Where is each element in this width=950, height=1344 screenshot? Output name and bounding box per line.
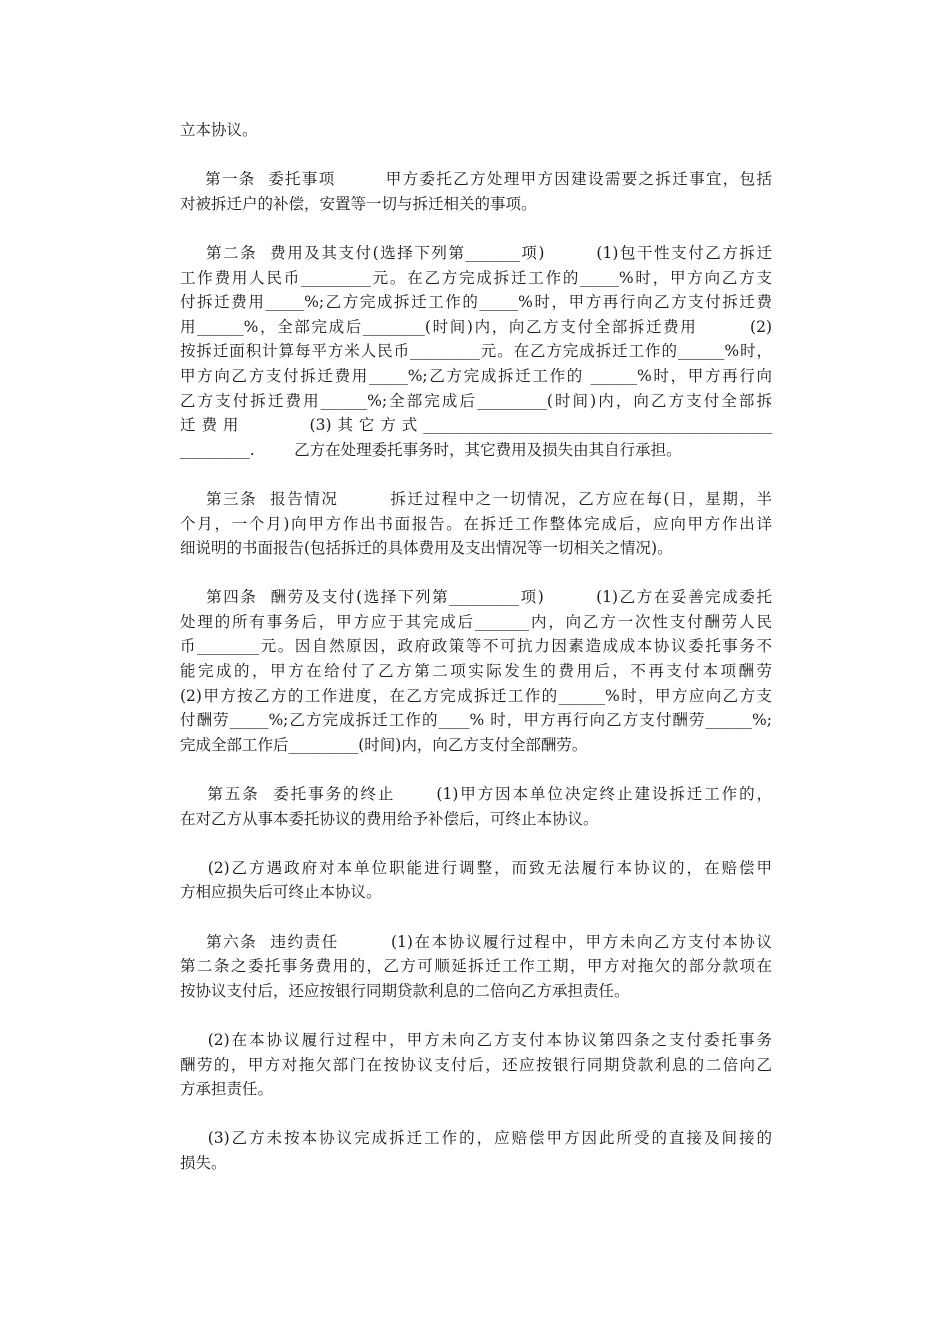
paragraph-spacer <box>180 905 772 930</box>
text-line: 按协议支付后，还应按银行同期贷款利息的二倍向乙方承担责任。 <box>180 981 630 1000</box>
text-line: 付拆迁费用_____%;乙方完成拆迁工作的_____%时，甲方再行向乙方支付拆迁费 <box>180 293 772 312</box>
text-line: (2)在本协议履行过程中，甲方未向乙方支付本协议第四条之支付委托事务 <box>180 1030 772 1049</box>
paragraph-spacer <box>180 462 772 487</box>
text-line: 按拆迁面积计算每平方米人民币_________元。在乙方完成拆迁工作的______%时， <box>180 342 772 361</box>
text-line: 细说明的书面报告(包括拆迁的具体费用及支出情况等一切相关之情况)。 <box>180 539 673 558</box>
text-line: 第二条之委托事务费用的，乙方可顺延拆迁工作工期，甲方对拖欠的部分款项在 <box>180 957 772 976</box>
text-line: 立本协议。 <box>180 121 258 139</box>
paragraph-spacer <box>180 831 772 856</box>
text-line: _________. 乙方在处理委托事务时，其它费用及损失由其自行承担。 <box>180 440 682 459</box>
paragraph-p-article-6-2 <box>180 1028 772 1102</box>
paragraph-p-article-6-3 <box>180 1126 772 1175</box>
paragraph-spacer <box>180 1003 772 1028</box>
text-line: (3)乙方未按本协议完成拆迁工作的，应赔偿甲方因此所受的直接及间接的 <box>180 1129 772 1148</box>
document-page <box>180 118 772 1176</box>
text-line: 第三条 报告情况 拆迁过程中之一切情况，乙方应在每(日，星期，半 <box>180 489 772 508</box>
paragraph-p-article-3 <box>180 487 772 561</box>
paragraph-spacer <box>180 143 772 168</box>
paragraph-p-article-5-2 <box>180 856 772 905</box>
paragraph-spacer <box>180 1102 772 1127</box>
text-line: 第六条 违约责任 (1)在本协议履行过程中，甲方未向乙方支付本协议 <box>180 932 772 951</box>
paragraph-spacer <box>180 757 772 782</box>
paragraph-p-article-2 <box>180 241 772 462</box>
text-line: 工作费用人民币_________元。在乙方完成拆迁工作的_____%时，甲方向乙方支 <box>180 268 772 287</box>
text-line: 用______%，全部完成后________(时间)内，向乙方支付全部拆迁费用 (2) <box>180 317 772 336</box>
text-line: 币________元。因自然原因，政府政策等不可抗力因素造成成本协议委托事务不 <box>180 637 772 656</box>
text-line: 乙方支付拆迁费用______%;全部完成后_________(时间)内，向乙方支付全部拆 <box>180 391 772 410</box>
text-line: 第四条 酬劳及支付(选择下列第_________项) (1)乙方在妥善完成委托 <box>180 588 772 607</box>
paragraph-p-article-1 <box>180 167 772 216</box>
text-line: 损失。 <box>180 1153 227 1172</box>
text-line: 第五条 委托事务的终止 (1)甲方因本单位决定终止建设拆迁工作的， <box>180 785 772 804</box>
text-line: 个月，一个月)向甲方作出书面报告。在拆迁工作整体完成后，应向甲方作出详 <box>180 514 772 533</box>
text-line: 甲方向乙方支付拆迁费用_____%;乙方完成拆迁工作的 ______%时，甲方再行向 <box>180 366 772 385</box>
text-line: 完成全部工作后_________(时间)内，向乙方支付全部酬劳。 <box>180 735 588 754</box>
text-line: 第一条 委托事项 甲方委托乙方处理甲方因建设需要之拆迁事宜，包括 <box>180 170 772 189</box>
text-line: 第二条 费用及其支付(选择下列第_______项) (1)包干性支付乙方拆迁 <box>180 243 772 262</box>
paragraph-p-article-4 <box>180 585 772 757</box>
paragraph-spacer <box>180 561 772 586</box>
paragraph-spacer <box>180 216 772 241</box>
text-line: 处理的所有事务后，甲方应于其完成后_______内，向乙方一次性支付酬劳人民 <box>180 612 772 631</box>
text-line: 方承担责任。 <box>180 1080 274 1099</box>
text-line: 能完成的，甲方在给付了乙方第二项实际发生的费用后，不再支付本项酬劳 <box>180 662 772 681</box>
text-line: 方相应损失后可终止本协议。 <box>180 883 382 902</box>
text-line: (2)甲方按乙方的工作进度，在乙方完成拆迁工作的______%时，甲方应向乙方支 <box>180 686 772 705</box>
paragraph-p-article-6 <box>180 930 772 1004</box>
text-line: 对被拆迁户的补偿，安置等一切与拆迁相关的事项。 <box>180 194 537 213</box>
paragraph-p-article-5 <box>180 782 772 831</box>
text-line: 迁费用 (3)其它方式_____________________________________________ <box>180 416 772 435</box>
text-line: 在对乙方从事本委托协议的费用给予补偿后，可终止本协议。 <box>180 809 599 828</box>
paragraph-p-intro <box>180 118 772 143</box>
text-line: (2)乙方遇政府对本单位职能进行调整，而致无法履行本协议的，在赔偿甲 <box>180 858 772 877</box>
text-line: 酬劳的，甲方对拖欠部门在按协议支付后，还应按银行同期贷款利息的二倍向乙 <box>180 1055 772 1074</box>
text-line: 付酬劳_____%;乙方完成拆迁工作的____% 时，甲方再行向乙方支付酬劳______%; <box>180 711 772 730</box>
